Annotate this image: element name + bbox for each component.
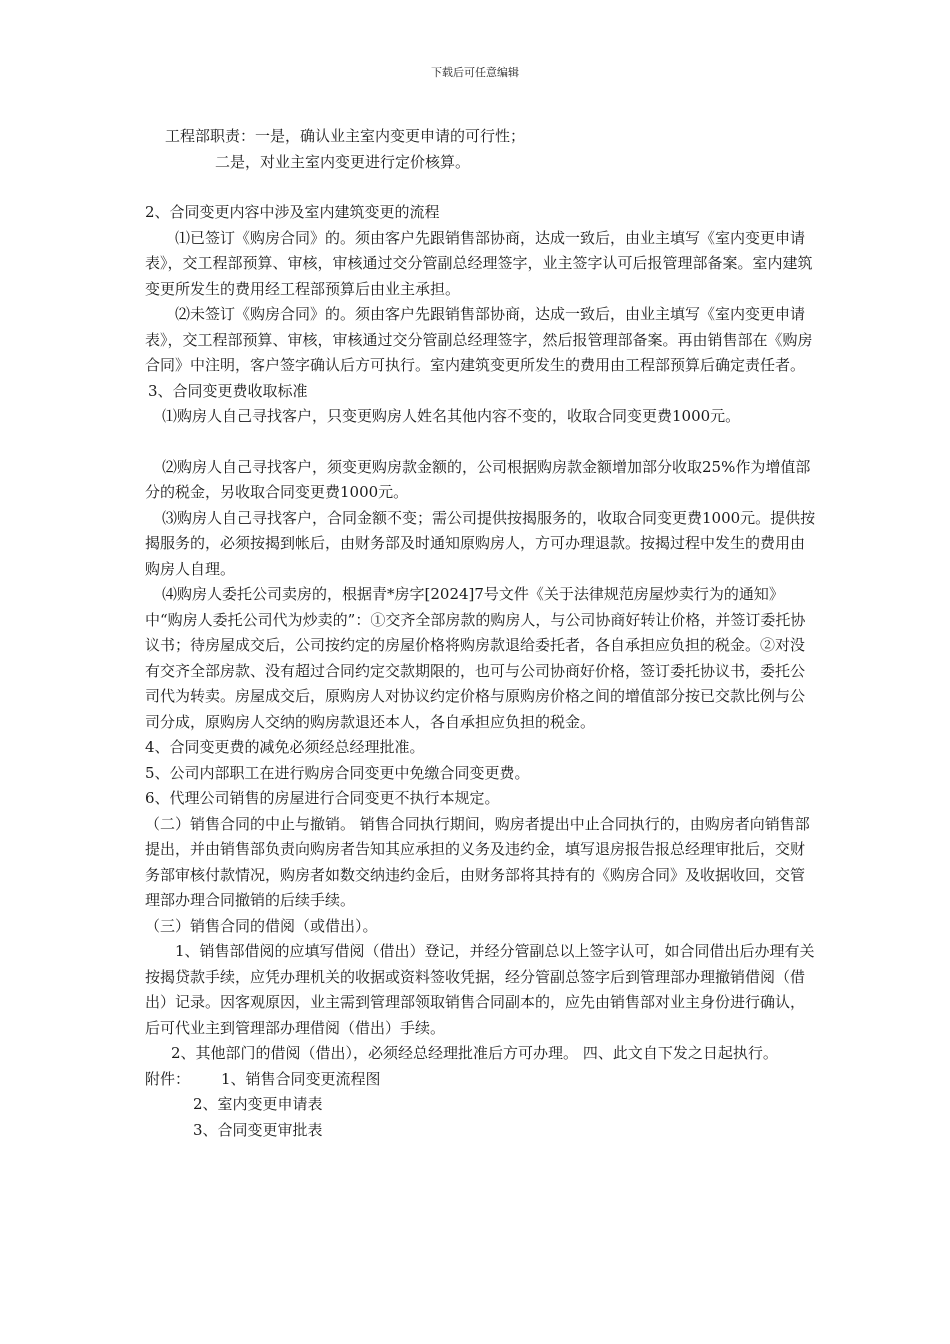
paragraph-fee-1: ⑴购房人自己寻找客户，只变更购房人姓名其他内容不变的，收取合同变更费1000元。 <box>162 407 741 425</box>
section-item-6: 6、代理公司销售的房屋进行合同变更不执行本规定。 <box>145 789 500 807</box>
paragraph-fee-2: ⑵购房人自己寻找客户，须变更购房款金额的，公司根据购房款金额增加部分收取25%作为增值部分的税金，另收取合同变更费1000元。 <box>145 457 811 501</box>
section-heading-borrow: （三）销售合同的借阅（或借出）。 <box>145 916 378 935</box>
spacer <box>145 175 817 200</box>
attachments-row <box>145 1067 817 1093</box>
document-body <box>145 124 817 1143</box>
attachment-item-3: 3、合同变更审批表 <box>193 1120 323 1139</box>
attachments-label: 附件： <box>145 1069 191 1088</box>
section-item-4: 4、合同变更费的减免必须经总经理批准。 <box>145 738 425 756</box>
paragraph-borrow-2: 2、其他部门的借阅（借出），必须经总经理批准后方可办理。 四、此文自下发之日起执行。 <box>171 1044 778 1062</box>
page-header: 下载后可任意编辑 <box>431 66 519 79</box>
paragraph-signed-contract: ⑴已签订《购房合同》的。须由客户先跟销售部协商，达成一致后，由业主填写《室内变更申请表》，交工程部预算、审核，审核通过交分管副总经理签字，业主签字认可后报管理部备案。室内建筑变更所发生的费用经工程部预算后由业主承担。 <box>145 228 813 298</box>
paragraph-fee-3: ⑶购房人自己寻找客户，合同金额不变；需公司提供按揭服务的，收取合同变更费1000元。提供按揭服务的，必须按揭到帐后，由财务部及时通知原购房人，方可办理退款。按揭过程中发生的费用由购房人自理。 <box>145 508 816 578</box>
paragraph-engineering-duty-1: 工程部职责：一是，确认业主室内变更申请的可行性； <box>165 127 526 145</box>
spacer <box>145 430 817 455</box>
paragraph-borrow-1: 1、销售部借阅的应填写借阅（借出）登记，并经分管副总以上签字认可，如合同借出后办理有关按揭贷款手续，应凭办理机关的收据或资料签收凭据，经分管副总签字后到管理部办理撤销借阅（借出）记录。因客观原因，业主需到管理部领取销售合同副本的，应先由销售部对业主身份进行确认，后可代业主到管理部办理借阅（借出）手续。 <box>145 942 815 1037</box>
section-heading-3: 3、合同变更费收取标准 <box>148 381 308 400</box>
attachment-item-2: 2、室内变更申请表 <box>193 1095 323 1113</box>
attachment-item-1: 1、销售合同变更流程图 <box>221 1069 381 1088</box>
section-heading-2: 2、合同变更内容中涉及室内建筑变更的流程 <box>145 203 440 221</box>
paragraph-fee-4: ⑷购房人委托公司卖房的，根据青*房字[2024]7号文件《关于法律规范房屋炒卖行为的通知》中“购房人委托公司代为炒卖的”：①交齐全部房款的购房人，与公司协商好转让价格，并签订委托协议书；待房屋成交后，公司按约定的房屋价格将购房款退给委托者，各自承担应负担的税金。②对没有交齐全部房款、没有超过合同约定交款期限的，也可与公司协商好价格，签订委托协议书，委托公司代为转卖。房屋成交后，原购房人对协议约定价格与原购房价格之间的增值部分按已交款比例与公司分成，原购房人交纳的购房款退还本人，各自承担应负担的税金。 <box>145 585 806 731</box>
section-item-5: 5、公司内部职工在进行购房合同变更中免缴合同变更费。 <box>145 763 530 782</box>
paragraph-engineering-duty-2: 二是，对业主室内变更进行定价核算。 <box>215 152 471 171</box>
paragraph-unsigned-contract: ⑵未签订《购房合同》的。须由客户先跟销售部协商，达成一致后，由业主填写《室内变更申请表》，交工程部预算、审核，审核通过交分管副总经理签字，然后报管理部备案。再由销售部在《购房合同》中注明，客户签字确认后方可执行。室内建筑变更所发生的费用由工程部预算后确定责任者。 <box>145 305 813 374</box>
paragraph-contract-termination: （二）销售合同的中止与撤销。 销售合同执行期间，购房者提出中止合同执行的，由购房者向销售部提出，并由销售部负责向购房者告知其应承担的义务及违约金，填写退房报告报总经理审批后，交财务部审核付款情况，购房者如数交纳违约金后，由财务部将其持有的《购房合同》及收据收回，交管理部办理合同撤销的后续手续。 <box>145 814 810 909</box>
